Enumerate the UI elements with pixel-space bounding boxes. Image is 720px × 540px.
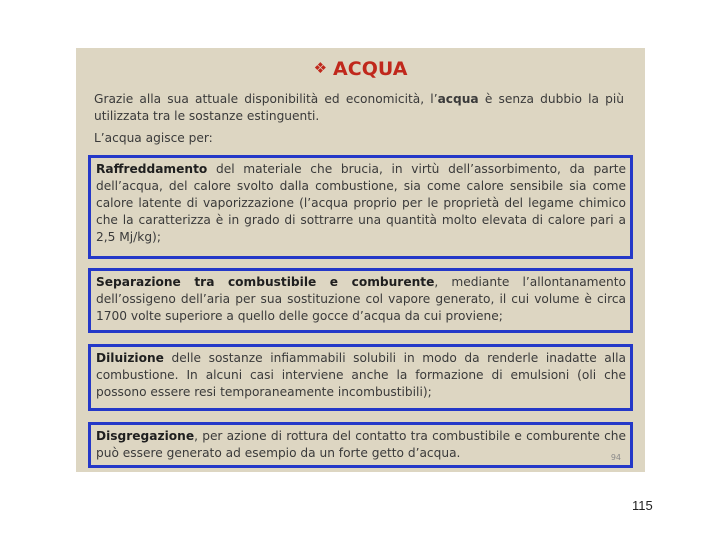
item-term: Disgregazione bbox=[96, 429, 195, 443]
item-box-separazione bbox=[88, 268, 633, 333]
item-box-disgregazione bbox=[88, 422, 633, 468]
slide-title-text: ACQUA bbox=[333, 58, 408, 80]
item-text: , per azione di rottura del contatto tra combustibile e comburente che può essere generato ad esempio da un forte getto d’acqua. bbox=[96, 429, 626, 460]
intro-bold-term: acqua bbox=[437, 92, 479, 106]
intro-text-after: è senza dubbio la più utilizzata tra le sostanze estinguenti. bbox=[94, 92, 624, 123]
item-box-raffreddamento bbox=[88, 155, 633, 259]
item-term: Separazione tra combustibile e comburente bbox=[96, 275, 435, 289]
item-text: delle sostanze infiammabili solubili in modo da renderle inadatte alla combustione. In alcuni casi interviene anche la formazione di emulsioni (oli che possono essere resi temporaneamente incombustibili); bbox=[96, 351, 626, 399]
intro-paragraph bbox=[94, 91, 624, 125]
intro-text-before: Grazie alla sua attuale disponibilità ed economicità, l’ bbox=[94, 92, 438, 106]
item-text: del materiale che brucia, in virtù dell’assorbimento, da parte dell’acqua, del calore svolto dalla combustione, sia come calore sensibile sia come calore latente di vaporizzazione (l’acqua proprio per le proprietà del legame chimico che la caratterizza è in grado di sottrarre una quantità molto elevata di calore pari a 2,5 Mj/kg); bbox=[96, 162, 626, 244]
acts-label: L’acqua agisce per: bbox=[94, 131, 213, 145]
item-term: Diluizione bbox=[96, 351, 164, 365]
item-text: , mediante l’allontanamento dell’ossigeno dell’aria per sua sostituzione col vapore generato, il cui volume è circa 1700 volte superiore a quello delle gocce d’acqua da cui proviene; bbox=[96, 275, 626, 323]
content-panel bbox=[76, 48, 645, 472]
item-term: Raffreddamento bbox=[96, 162, 208, 176]
item-box-diluizione bbox=[88, 344, 633, 411]
slide-number: 115 bbox=[632, 498, 653, 513]
source-page-number: 94 bbox=[610, 453, 621, 462]
slide-title bbox=[76, 58, 645, 80]
diamond-bullet-icon: ❖ bbox=[313, 59, 328, 77]
